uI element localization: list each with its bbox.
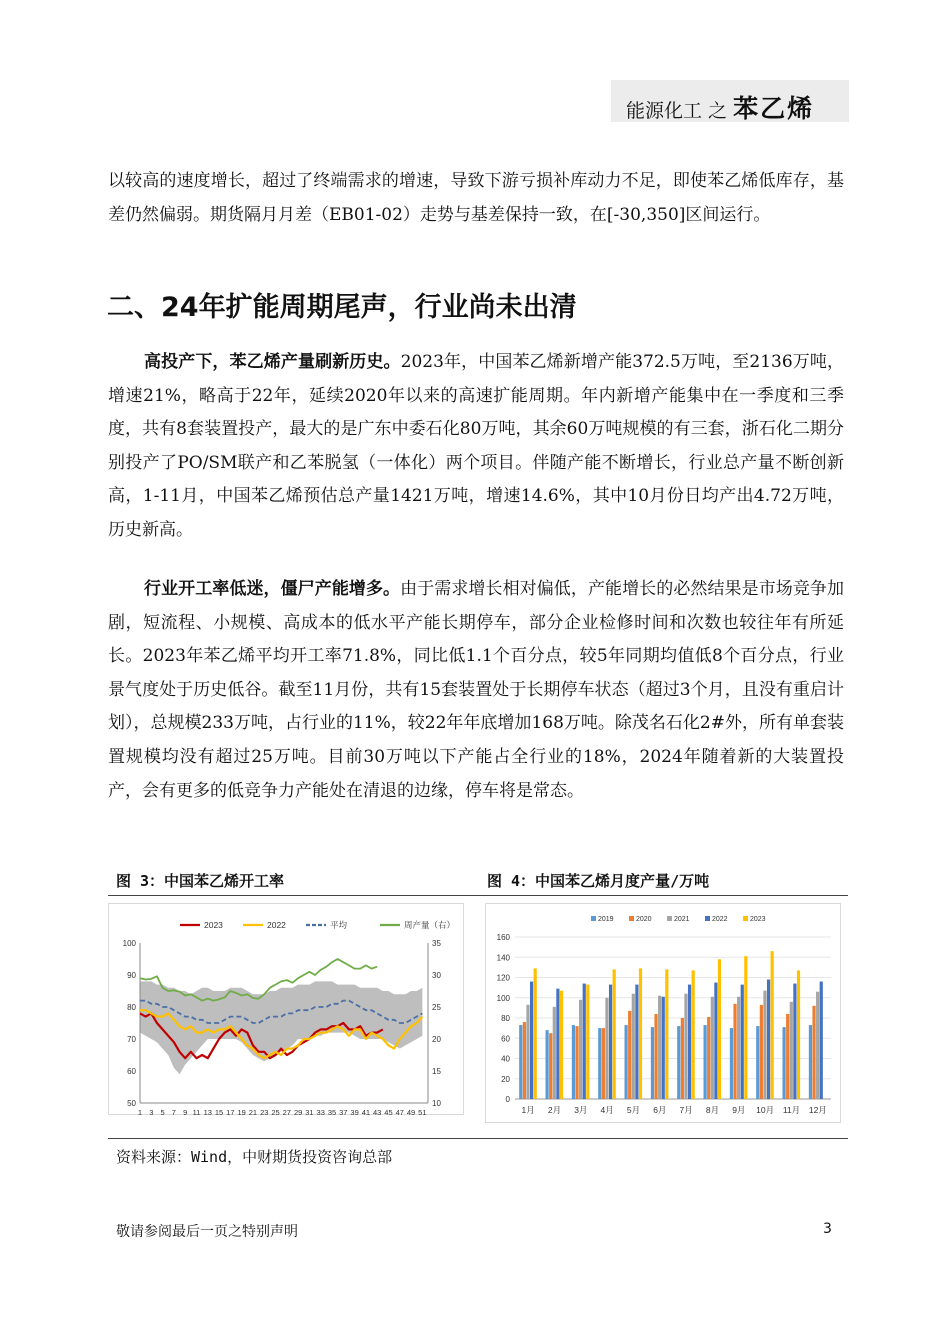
paragraph-intro: 以较高的速度增长，超过了终端需求的增速，导致下游亏损补库动力不足，即使苯乙烯低库存，基差仍然偏弱。期货隔月月差（EB01-02）走势与基差保持一致，在[-30,350]区间运行。	[108, 171, 844, 225]
paragraph-capacity-lead: 高投产下，苯乙烯产量刷新历史。	[144, 352, 401, 372]
x-tick-label: 9	[183, 1108, 188, 1115]
y2-tick-label: 15	[432, 1067, 441, 1076]
legend-label: 2022	[712, 916, 728, 923]
bar-2023	[692, 970, 695, 1099]
x-tick-label: 12月	[808, 1105, 827, 1115]
bar-2022	[662, 997, 665, 1099]
bar-2021	[579, 1000, 582, 1099]
paragraph-capacity	[108, 346, 844, 548]
bar-2022	[556, 989, 559, 1099]
legend-label: 2023	[204, 920, 223, 930]
bar-2022	[714, 983, 717, 1099]
bar-2021	[605, 998, 608, 1099]
bar-2019	[704, 1025, 707, 1099]
bar-2019	[677, 1026, 680, 1099]
bar-2019	[783, 1027, 786, 1099]
bar-2021	[737, 997, 740, 1099]
y-tick-label: 50	[127, 1099, 136, 1108]
bar-2019	[809, 1025, 812, 1099]
legend-swatch	[629, 916, 634, 921]
bar-2019	[519, 1025, 522, 1099]
monthly-output-chart	[485, 903, 841, 1123]
paragraph-utilization-body: 由于需求增长相对偏低，产能增长的必然结果是市场竞争加剧，短流程、小规模、高成本的低水平产能长期停车，部分企业检修时间和次数也较往年有所延长。2023年苯乙烯平均开工率71.8%，同比低1.1个百分点，较5年同期均值低8个百分点，行业景气度处于历史低谷。截至11月份，共有15套装置处于长期停车状态（超过3个月，且没有重启计划），总规模233万吨，占行业的11%，较22年年底增加168万吨。除茂名石化2#外，所有单套装置规模均没有超过25万吨。目前30万吨以下产能占全行业的18%，2024年随着新的大装置投产，会有更多的低竞争力产能处在清退的边缘，停车将是常态。	[108, 579, 844, 801]
legend-swatch	[591, 916, 596, 921]
x-tick-label: 25	[271, 1108, 280, 1115]
legend-label: 2019	[598, 916, 614, 923]
y-tick-label: 80	[501, 1014, 510, 1023]
bar-2019	[756, 1026, 759, 1099]
bar-2022	[530, 982, 533, 1099]
bar-2023	[586, 985, 589, 1099]
y-tick-label: 100	[496, 993, 510, 1003]
bar-2023	[639, 968, 642, 1099]
bar-2020	[707, 1017, 710, 1099]
bar-2019	[625, 1025, 628, 1099]
bar-2019	[730, 1028, 733, 1099]
y-tick-label: 0	[505, 1095, 510, 1104]
x-tick-label: 45	[384, 1108, 393, 1115]
bar-2019	[546, 1030, 549, 1099]
x-tick-label: 31	[305, 1108, 314, 1115]
y-tick-label: 20	[501, 1074, 510, 1084]
legend-label: 2023	[750, 916, 766, 923]
source-note: 资料来源：Wind，中财期货投资咨询总部	[116, 1148, 393, 1166]
bar-2020	[733, 1004, 736, 1099]
x-tick-label: 23	[260, 1108, 269, 1115]
x-tick-label: 7月	[679, 1105, 693, 1115]
x-tick-label: 5月	[626, 1105, 641, 1115]
legend-swatch	[705, 916, 710, 921]
bar-2020	[760, 1005, 763, 1099]
bar-2019	[651, 1027, 654, 1099]
y-tick-label: 120	[496, 973, 510, 983]
bar-2022	[820, 982, 823, 1099]
legend-label: 2020	[636, 916, 652, 923]
y-tick-label: 100	[122, 939, 136, 948]
bar-2023	[718, 959, 721, 1099]
y2-tick-label: 30	[432, 971, 441, 980]
x-tick-label: 41	[361, 1108, 371, 1115]
figure-4-title: 图 4：中国苯乙烯月度产量/万吨	[487, 872, 710, 890]
x-tick-label: 43	[373, 1108, 382, 1115]
x-tick-label: 13	[203, 1108, 212, 1115]
x-tick-label: 5	[160, 1108, 165, 1115]
x-tick-label: 29	[293, 1108, 303, 1115]
bar-2020	[628, 1011, 631, 1099]
x-tick-label: 37	[339, 1108, 348, 1115]
bar-2021	[763, 991, 766, 1099]
header-prefix: 能源化工 之	[626, 100, 734, 122]
x-tick-label: 47	[395, 1108, 404, 1115]
bar-2019	[572, 1025, 575, 1099]
x-tick-label: 19	[237, 1108, 246, 1115]
x-tick-label: 33	[316, 1108, 325, 1115]
bar-2023	[771, 951, 774, 1099]
legend-label: 2022	[267, 920, 286, 930]
utilization-chart	[108, 903, 464, 1115]
bar-2023	[534, 968, 537, 1099]
figure-top-rule	[108, 895, 848, 896]
bar-2021	[711, 997, 714, 1099]
bar-2020	[654, 1014, 657, 1099]
bar-2020	[681, 1018, 684, 1099]
x-tick-label: 17	[226, 1108, 235, 1115]
bar-2019	[598, 1028, 601, 1099]
bar-2022	[688, 985, 691, 1099]
bar-2021	[632, 994, 635, 1099]
bar-2022	[635, 985, 638, 1099]
bar-2022	[583, 984, 586, 1099]
x-tick-label: 9月	[732, 1105, 746, 1115]
legend-swatch	[667, 916, 672, 921]
legend-swatch	[743, 916, 748, 921]
bar-2020	[575, 1026, 578, 1099]
section-title: 二、24年扩能周期尾声，行业尚未出清	[107, 292, 577, 323]
x-tick-label: 21	[248, 1108, 258, 1115]
bar-2023	[613, 969, 616, 1099]
bar-2021	[684, 994, 687, 1099]
x-tick-label: 51	[418, 1108, 427, 1115]
y-tick-label: 70	[127, 1035, 136, 1044]
page-number: 3	[823, 1221, 832, 1237]
legend-label: 2021	[674, 916, 690, 923]
figure-bottom-rule	[108, 1138, 848, 1139]
bar-2022	[767, 980, 770, 1099]
bar-2021	[790, 1002, 793, 1099]
bar-2023	[665, 969, 668, 1099]
paragraph-utilization	[108, 573, 844, 808]
x-tick-label: 35	[327, 1108, 337, 1115]
header-product: 苯乙烯	[733, 94, 815, 123]
y-tick-label: 160	[496, 933, 510, 942]
x-tick-label: 15	[214, 1108, 224, 1115]
bar-2020	[812, 1006, 815, 1099]
x-tick-label: 7	[171, 1108, 176, 1115]
legend-label: 平均	[330, 920, 348, 930]
x-tick-label: 11	[192, 1108, 201, 1115]
bar-2022	[793, 984, 796, 1099]
x-tick-label: 1	[137, 1108, 143, 1115]
bar-2023	[560, 991, 563, 1099]
figure-3-title: 图 3：中国苯乙烯开工率	[116, 872, 285, 890]
x-tick-label: 6月	[653, 1105, 667, 1115]
x-tick-label: 3月	[574, 1105, 588, 1115]
header-title	[626, 89, 814, 125]
bar-2021	[816, 992, 819, 1099]
x-tick-label: 27	[282, 1108, 291, 1115]
y2-tick-label: 25	[432, 1003, 441, 1012]
x-tick-label: 11月	[782, 1105, 801, 1115]
y-tick-label: 80	[127, 1003, 136, 1012]
bar-2020	[523, 1022, 526, 1099]
x-tick-label: 10月	[756, 1105, 775, 1115]
y2-tick-label: 35	[432, 939, 441, 948]
x-tick-label: 3	[149, 1108, 154, 1115]
bar-2021	[553, 1007, 556, 1099]
y-tick-label: 40	[501, 1054, 510, 1064]
paragraph-capacity-body: 2023年，中国苯乙烯新增产能372.5万吨，至2136万吨，增速21%，略高于22年，延续2020年以来的高速扩能周期。年内新增产能集中在一季度和三季度，共有8套装置投产，最大的是广东中委石化80万吨，其余60万吨规模的有三套，浙石化二期分别投产了PO/SM联产和乙苯脱氢（一体化）两个项目。伴随产能不断增长，行业总产量不断创新高，1-11月，中国苯乙烯预估总产量1421万吨，增速14.6%，其中10月份日均产出4.72万吨，历史新高。	[108, 352, 845, 540]
x-tick-label: 4月	[600, 1105, 614, 1115]
y-tick-label: 90	[127, 971, 136, 980]
paragraph-utilization-lead: 行业开工率低迷，僵尸产能增多。	[144, 579, 401, 599]
y2-tick-label: 20	[432, 1035, 441, 1044]
y-tick-label: 140	[496, 953, 510, 963]
bar-2021	[526, 1005, 529, 1099]
bar-2020	[549, 1033, 552, 1099]
x-tick-label: 8月	[705, 1105, 720, 1115]
y-tick-label: 60	[127, 1067, 136, 1076]
bar-2021	[658, 996, 661, 1099]
footer-disclaimer: 敬请参阅最后一页之特别声明	[116, 1224, 298, 1240]
x-tick-label: 39	[350, 1108, 359, 1115]
bar-2020	[786, 1014, 789, 1099]
x-tick-label: 2月	[547, 1105, 562, 1115]
y-tick-label: 60	[501, 1034, 510, 1044]
legend-label: 周产量（右）	[404, 920, 456, 930]
y2-tick-label: 10	[432, 1099, 441, 1108]
bar-2020	[602, 1028, 605, 1099]
bar-2023	[797, 970, 800, 1099]
x-tick-label: 49	[406, 1108, 416, 1115]
bar-2022	[609, 985, 612, 1099]
bar-2022	[741, 985, 744, 1099]
bar-2023	[744, 956, 747, 1099]
x-tick-label: 1月	[521, 1105, 535, 1115]
